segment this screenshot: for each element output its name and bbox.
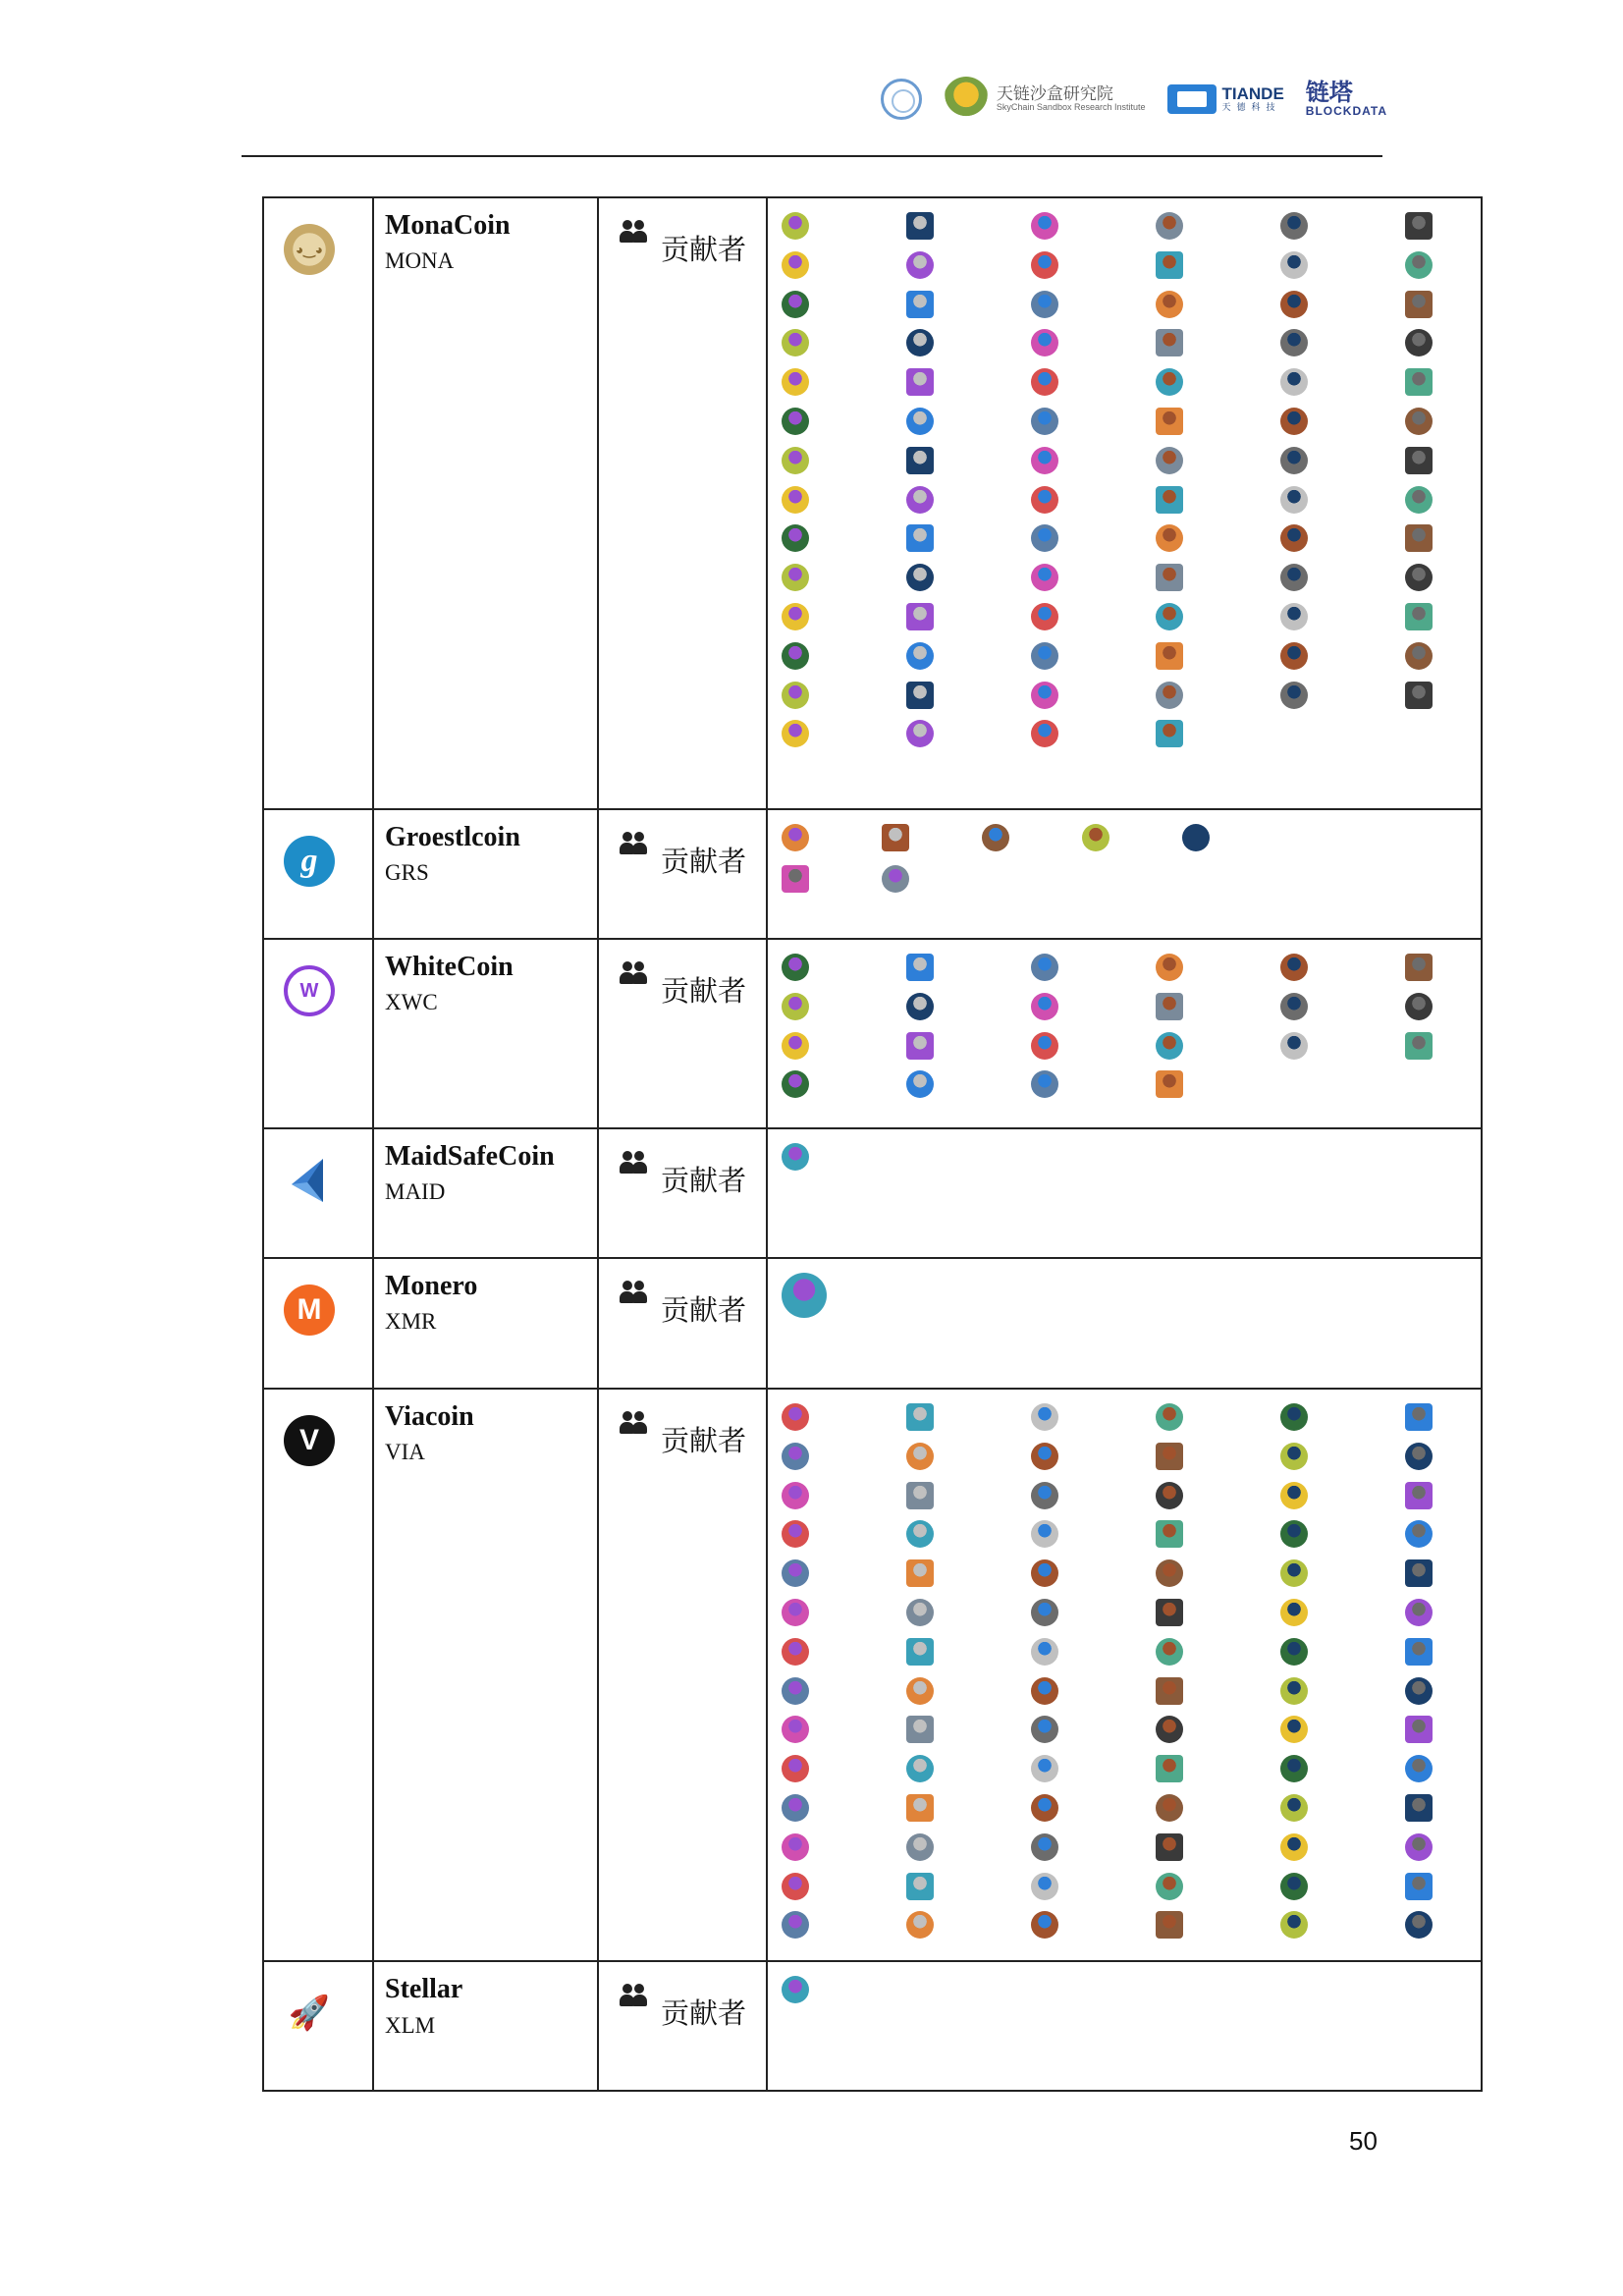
stellar-logo: 🚀 (288, 1995, 331, 2033)
contributor-avatar[interactable] (1156, 603, 1183, 630)
contributor-avatar[interactable] (1156, 993, 1183, 1020)
coin-ticker: MAID (385, 1179, 446, 1205)
viacoin-logo: V (284, 1415, 335, 1466)
tiande-logo-cn: 天德科技 (1221, 102, 1281, 113)
contributor-avatar[interactable] (1280, 1443, 1308, 1470)
contributor-avatar[interactable] (906, 524, 934, 552)
table-row (263, 1961, 1482, 2091)
contributor-avatar[interactable] (1280, 329, 1308, 356)
coin-ticker: MONA (385, 248, 455, 274)
contributor-avatar[interactable] (1031, 642, 1058, 670)
skychain-logo-cn: 天链沙盒研究院 (996, 83, 1113, 103)
contributor-avatar[interactable] (1405, 1794, 1433, 1822)
coin-ticker: GRS (385, 860, 429, 886)
contributor-avatar[interactable] (1405, 1443, 1433, 1470)
contributor-avatar[interactable] (1156, 642, 1183, 670)
contributor-avatar[interactable] (782, 642, 809, 670)
contributor-avatar[interactable] (1156, 1482, 1183, 1509)
contributor-avatar[interactable] (906, 1599, 934, 1626)
contributor-avatar[interactable] (1031, 1070, 1058, 1098)
contributor-avatars (782, 824, 1473, 906)
contributor-avatar[interactable] (1031, 1794, 1058, 1822)
coin-name: WhiteCoin (385, 952, 514, 982)
header-rule (242, 155, 1382, 157)
skychain-logo-en: SkyChain Sandbox Research Institute (996, 102, 1146, 113)
contributor-avatar[interactable] (1280, 1873, 1308, 1900)
contributor-avatar[interactable] (906, 1520, 934, 1548)
blockdata-logo-en: BLOCKDATA (1305, 104, 1387, 118)
contributor-avatar[interactable] (782, 291, 809, 318)
contributor-avatar[interactable] (1031, 603, 1058, 630)
contributor-avatar[interactable] (1405, 564, 1433, 591)
contributor-avatar[interactable] (1405, 1520, 1433, 1548)
contributor-avatar[interactable] (782, 603, 809, 630)
contributor-avatar[interactable] (1031, 408, 1058, 435)
role-label: 贡献者 (661, 845, 747, 878)
contributor-avatar[interactable] (782, 1482, 809, 1509)
contributor-avatar[interactable] (782, 720, 809, 747)
contributor-avatar[interactable] (1280, 1677, 1308, 1705)
contributor-avatar[interactable] (1031, 954, 1058, 981)
contributor-avatar[interactable] (1405, 1911, 1433, 1939)
contributor-avatar[interactable] (1156, 291, 1183, 318)
contributor-avatar[interactable] (906, 1794, 934, 1822)
contributor-avatar[interactable] (1031, 682, 1058, 709)
contributor-avatar[interactable] (782, 1794, 809, 1822)
contributor-avatar[interactable] (1405, 329, 1433, 356)
contributor-avatars (782, 1403, 1473, 1950)
contributor-avatar[interactable] (1405, 291, 1433, 318)
contributor-avatar[interactable] (782, 1833, 809, 1861)
contributor-avatar[interactable] (782, 824, 809, 851)
contributor-avatar[interactable] (1156, 212, 1183, 240)
contributor-avatar[interactable] (1405, 1559, 1433, 1587)
contributor-avatar[interactable] (906, 486, 934, 514)
contributor-avatar[interactable] (882, 824, 909, 851)
contributor-avatar[interactable] (1280, 1833, 1308, 1861)
contributor-avatar[interactable] (1405, 1677, 1433, 1705)
contributor-avatar[interactable] (1156, 1070, 1183, 1098)
contributor-avatar[interactable] (1405, 1873, 1433, 1900)
contributor-avatar[interactable] (1031, 720, 1058, 747)
contributor-avatar[interactable] (1031, 1677, 1058, 1705)
contributor-avatar[interactable] (1280, 1520, 1308, 1548)
contributor-avatar[interactable] (782, 1443, 809, 1470)
contributor-avatar[interactable] (1031, 1520, 1058, 1548)
contributor-avatar[interactable] (1405, 1482, 1433, 1509)
contributor-avatar[interactable] (1405, 1032, 1433, 1060)
contributor-avatar[interactable] (1280, 291, 1308, 318)
contributor-avatar[interactable] (1156, 1559, 1183, 1587)
contributor-avatar[interactable] (1280, 1755, 1308, 1782)
contributor-avatar[interactable] (1031, 1716, 1058, 1743)
contributor-avatar[interactable] (782, 1143, 809, 1171)
contributor-avatar[interactable] (782, 1559, 809, 1587)
contributor-avatar[interactable] (1280, 1716, 1308, 1743)
contributor-avatar[interactable] (1156, 1638, 1183, 1666)
header-logos (881, 77, 1387, 122)
contributor-avatar[interactable] (1031, 368, 1058, 396)
coin-name: Monero (385, 1271, 478, 1301)
contributor-avatar[interactable] (906, 251, 934, 279)
contributor-avatar[interactable] (1405, 603, 1433, 630)
institute-emblem-logo (881, 79, 922, 120)
contributor-avatar[interactable] (1156, 1443, 1183, 1470)
contributor-avatar[interactable] (1156, 524, 1183, 552)
role-label: 贡献者 (661, 1164, 747, 1197)
people-icon (620, 1281, 649, 1304)
contributor-avatar[interactable] (906, 1677, 934, 1705)
contributor-avatar[interactable] (1280, 251, 1308, 279)
coin-ticker: XWC (385, 990, 438, 1015)
coin-name: Stellar (385, 1974, 463, 2005)
people-icon (620, 1411, 649, 1435)
contributor-avatar[interactable] (1156, 1403, 1183, 1431)
contributor-avatar[interactable] (1405, 408, 1433, 435)
people-icon (620, 832, 649, 855)
contributor-avatar[interactable] (1031, 1599, 1058, 1626)
contributor-avatar[interactable] (782, 1403, 809, 1431)
table-row (263, 809, 1482, 939)
contributor-avatar[interactable] (782, 1520, 809, 1548)
contributor-avatar[interactable] (1280, 682, 1308, 709)
contributor-avatar[interactable] (1031, 1755, 1058, 1782)
contributor-avatar[interactable] (1405, 524, 1433, 552)
contributor-avatar[interactable] (906, 447, 934, 474)
contributor-avatar[interactable] (906, 1032, 934, 1060)
contributor-avatar[interactable] (906, 1833, 934, 1861)
contributor-avatar[interactable] (1280, 1794, 1308, 1822)
role-label: 贡献者 (661, 1996, 747, 2031)
contributor-avatar[interactable] (906, 1638, 934, 1666)
coin-name: Viacoin (385, 1401, 474, 1432)
contributor-avatar[interactable] (906, 954, 934, 981)
contributor-avatar[interactable] (1405, 993, 1433, 1020)
role-label: 贡献者 (661, 974, 747, 1008)
role-label: 贡献者 (661, 1293, 747, 1327)
contributor-avatar[interactable] (1405, 642, 1433, 670)
contributor-avatar[interactable] (1156, 954, 1183, 981)
contributor-avatar[interactable] (1031, 524, 1058, 552)
contributor-avatar[interactable] (1280, 1032, 1308, 1060)
coin-contributors-table (262, 196, 1483, 2092)
contributor-avatar[interactable] (1031, 251, 1058, 279)
contributor-avatars (782, 1976, 1473, 2015)
contributor-avatar[interactable] (782, 368, 809, 396)
contributor-avatar[interactable] (1280, 212, 1308, 240)
tiande-logo (1167, 84, 1284, 114)
contributor-avatar[interactable] (1405, 1716, 1433, 1743)
contributor-avatar[interactable] (906, 564, 934, 591)
contributor-avatar[interactable] (906, 329, 934, 356)
contributor-avatar[interactable] (782, 212, 809, 240)
contributor-avatar[interactable] (906, 1911, 934, 1939)
contributor-avatar[interactable] (1280, 603, 1308, 630)
contributor-avatar[interactable] (1280, 408, 1308, 435)
contributor-avatar[interactable] (1156, 1794, 1183, 1822)
table-row (263, 1128, 1482, 1258)
contributor-avatar[interactable] (1280, 1911, 1308, 1939)
contributor-avatar[interactable] (1156, 486, 1183, 514)
contributor-avatar[interactable] (782, 1873, 809, 1900)
contributor-avatar[interactable] (1031, 1833, 1058, 1861)
contributor-avatar[interactable] (782, 564, 809, 591)
table-row (263, 1258, 1482, 1389)
contributor-avatar[interactable] (1280, 1482, 1308, 1509)
contributor-avatar[interactable] (1405, 486, 1433, 514)
contributor-avatar[interactable] (782, 1070, 809, 1098)
contributor-avatar[interactable] (1031, 1873, 1058, 1900)
role-label: 贡献者 (661, 1424, 747, 1457)
contributor-avatars (782, 1273, 1473, 1312)
contributor-avatar[interactable] (1405, 1599, 1433, 1626)
contributor-avatar[interactable] (782, 408, 809, 435)
coin-name: Groestlcoin (385, 822, 520, 852)
people-icon (620, 1151, 649, 1175)
contributor-avatar[interactable] (1280, 1559, 1308, 1587)
contributor-avatar[interactable] (782, 682, 809, 709)
contributor-avatar[interactable] (782, 865, 809, 893)
monero-logo: M (284, 1285, 335, 1336)
people-icon (620, 220, 649, 244)
contributor-avatar[interactable] (982, 824, 1009, 851)
contributor-avatar[interactable] (906, 368, 934, 396)
contributor-avatar[interactable] (782, 1032, 809, 1060)
contributor-avatar[interactable] (1405, 368, 1433, 396)
contributor-avatar[interactable] (1031, 1482, 1058, 1509)
contributor-avatar[interactable] (1031, 486, 1058, 514)
contributor-avatar[interactable] (906, 993, 934, 1020)
contributor-avatar[interactable] (1280, 1403, 1308, 1431)
contributor-avatar[interactable] (782, 486, 809, 514)
page-number: 50 (1349, 2126, 1378, 2156)
contributor-avatar[interactable] (906, 408, 934, 435)
contributor-avatar[interactable] (1031, 1443, 1058, 1470)
contributor-avatar[interactable] (906, 682, 934, 709)
contributor-avatars (782, 212, 1473, 759)
contributor-avatar[interactable] (782, 329, 809, 356)
contributor-avatar[interactable] (1031, 1403, 1058, 1431)
contributor-avatar[interactable] (1031, 564, 1058, 591)
groestlcoin-logo: g (284, 836, 335, 887)
contributor-avatar[interactable] (906, 720, 934, 747)
contributor-avatar[interactable] (1405, 212, 1433, 240)
people-icon (620, 961, 649, 985)
contributor-avatar[interactable] (882, 865, 909, 893)
contributor-avatar[interactable] (1280, 642, 1308, 670)
contributor-avatar[interactable] (1031, 329, 1058, 356)
contributor-avatar[interactable] (1156, 720, 1183, 747)
table-row (263, 197, 1482, 809)
coin-name: MonaCoin (385, 210, 511, 241)
contributor-avatar[interactable] (1405, 954, 1433, 981)
contributor-avatar[interactable] (906, 212, 934, 240)
contributor-avatar[interactable] (1156, 447, 1183, 474)
contributor-avatar[interactable] (1156, 682, 1183, 709)
contributor-avatar[interactable] (1156, 1520, 1183, 1548)
contributor-avatar[interactable] (782, 251, 809, 279)
contributor-avatar[interactable] (1280, 486, 1308, 514)
contributor-avatar[interactable] (1031, 1638, 1058, 1666)
contributor-avatar[interactable] (906, 291, 934, 318)
coin-ticker: XLM (385, 2012, 436, 2038)
table-row (263, 939, 1482, 1128)
contributor-avatar[interactable] (782, 1599, 809, 1626)
contributor-avatar[interactable] (782, 1638, 809, 1666)
monacoin-logo: ◕‿◕ (284, 224, 335, 275)
contributor-avatar[interactable] (1405, 1755, 1433, 1782)
people-icon (620, 1984, 649, 2007)
contributor-avatar[interactable] (1156, 408, 1183, 435)
contributor-avatar[interactable] (1156, 1716, 1183, 1743)
contributor-avatar[interactable] (1082, 824, 1109, 851)
coin-ticker: XMR (385, 1309, 437, 1335)
contributor-avatar[interactable] (906, 1482, 934, 1509)
contributor-avatar[interactable] (1156, 1677, 1183, 1705)
contributor-avatar[interactable] (1280, 524, 1308, 552)
contributor-avatar[interactable] (1405, 1638, 1433, 1666)
blockdata-logo-cn: 链塔 (1305, 80, 1353, 106)
contributor-avatar[interactable] (782, 993, 809, 1020)
contributor-avatar[interactable] (782, 1911, 809, 1939)
contributor-avatar[interactable] (1280, 564, 1308, 591)
contributor-avatar[interactable] (1031, 993, 1058, 1020)
contributor-avatar[interactable] (1280, 1638, 1308, 1666)
maidsafecoin-logo (284, 1155, 335, 1206)
contributor-avatar[interactable] (1156, 1873, 1183, 1900)
whitecoin-logo: W (284, 965, 335, 1016)
contributor-avatars (782, 954, 1473, 1110)
contributor-avatar[interactable] (1280, 993, 1308, 1020)
contributor-avatar[interactable] (1156, 368, 1183, 396)
contributor-avatar[interactable] (782, 1716, 809, 1743)
contributor-avatar[interactable] (906, 1716, 934, 1743)
contributor-avatar[interactable] (1156, 1032, 1183, 1060)
tiande-mark-icon (1167, 84, 1217, 114)
contributor-avatar[interactable] (782, 954, 809, 981)
contributor-avatar[interactable] (1031, 212, 1058, 240)
contributor-avatar[interactable] (906, 1403, 934, 1431)
contributor-avatar[interactable] (1405, 682, 1433, 709)
contributor-avatar[interactable] (1156, 1911, 1183, 1939)
contributor-avatar[interactable] (782, 1677, 809, 1705)
contributor-avatar[interactable] (1405, 251, 1433, 279)
contributor-avatar[interactable] (1405, 1403, 1433, 1431)
contributor-avatar[interactable] (782, 524, 809, 552)
contributor-avatar[interactable] (1405, 1833, 1433, 1861)
contributor-avatar[interactable] (782, 1976, 809, 2003)
tree-icon (944, 77, 989, 122)
contributor-avatar[interactable] (782, 1755, 809, 1782)
contributor-avatar[interactable] (1031, 447, 1058, 474)
contributor-avatar[interactable] (1156, 251, 1183, 279)
contributor-avatar[interactable] (1156, 564, 1183, 591)
contributor-avatar[interactable] (906, 1559, 934, 1587)
contributor-avatar[interactable] (782, 1273, 827, 1318)
contributor-avatar[interactable] (1156, 329, 1183, 356)
contributor-avatar[interactable] (1182, 824, 1210, 851)
contributor-avatar[interactable] (1280, 954, 1308, 981)
contributor-avatar[interactable] (1280, 447, 1308, 474)
tiande-logo-en: TIANDE (1221, 84, 1284, 104)
role-label: 贡献者 (661, 233, 747, 266)
contributor-avatar[interactable] (1280, 1599, 1308, 1626)
contributor-avatar[interactable] (906, 1755, 934, 1782)
contributor-avatar[interactable] (1405, 447, 1433, 474)
contributor-avatar[interactable] (906, 1873, 934, 1900)
contributor-avatars (782, 1143, 1473, 1182)
contributor-avatar[interactable] (906, 1070, 934, 1098)
contributor-avatar[interactable] (1156, 1833, 1183, 1861)
contributor-avatar[interactable] (1156, 1599, 1183, 1626)
contributor-avatar[interactable] (1156, 1755, 1183, 1782)
contributor-avatar[interactable] (1031, 1911, 1058, 1939)
contributor-avatar[interactable] (1031, 1559, 1058, 1587)
contributor-avatar[interactable] (906, 642, 934, 670)
skychain-sandbox-logo (944, 77, 1146, 122)
coin-name: MaidSafeCoin (385, 1141, 555, 1172)
contributor-avatar[interactable] (782, 447, 809, 474)
contributor-avatar[interactable] (906, 603, 934, 630)
table-row (263, 1389, 1482, 1961)
blockdata-logo (1306, 82, 1387, 117)
contributor-avatar[interactable] (1031, 291, 1058, 318)
coin-ticker: VIA (385, 1440, 425, 1465)
contributor-avatar[interactable] (1031, 1032, 1058, 1060)
contributor-avatar[interactable] (1280, 368, 1308, 396)
contributor-avatar[interactable] (906, 1443, 934, 1470)
